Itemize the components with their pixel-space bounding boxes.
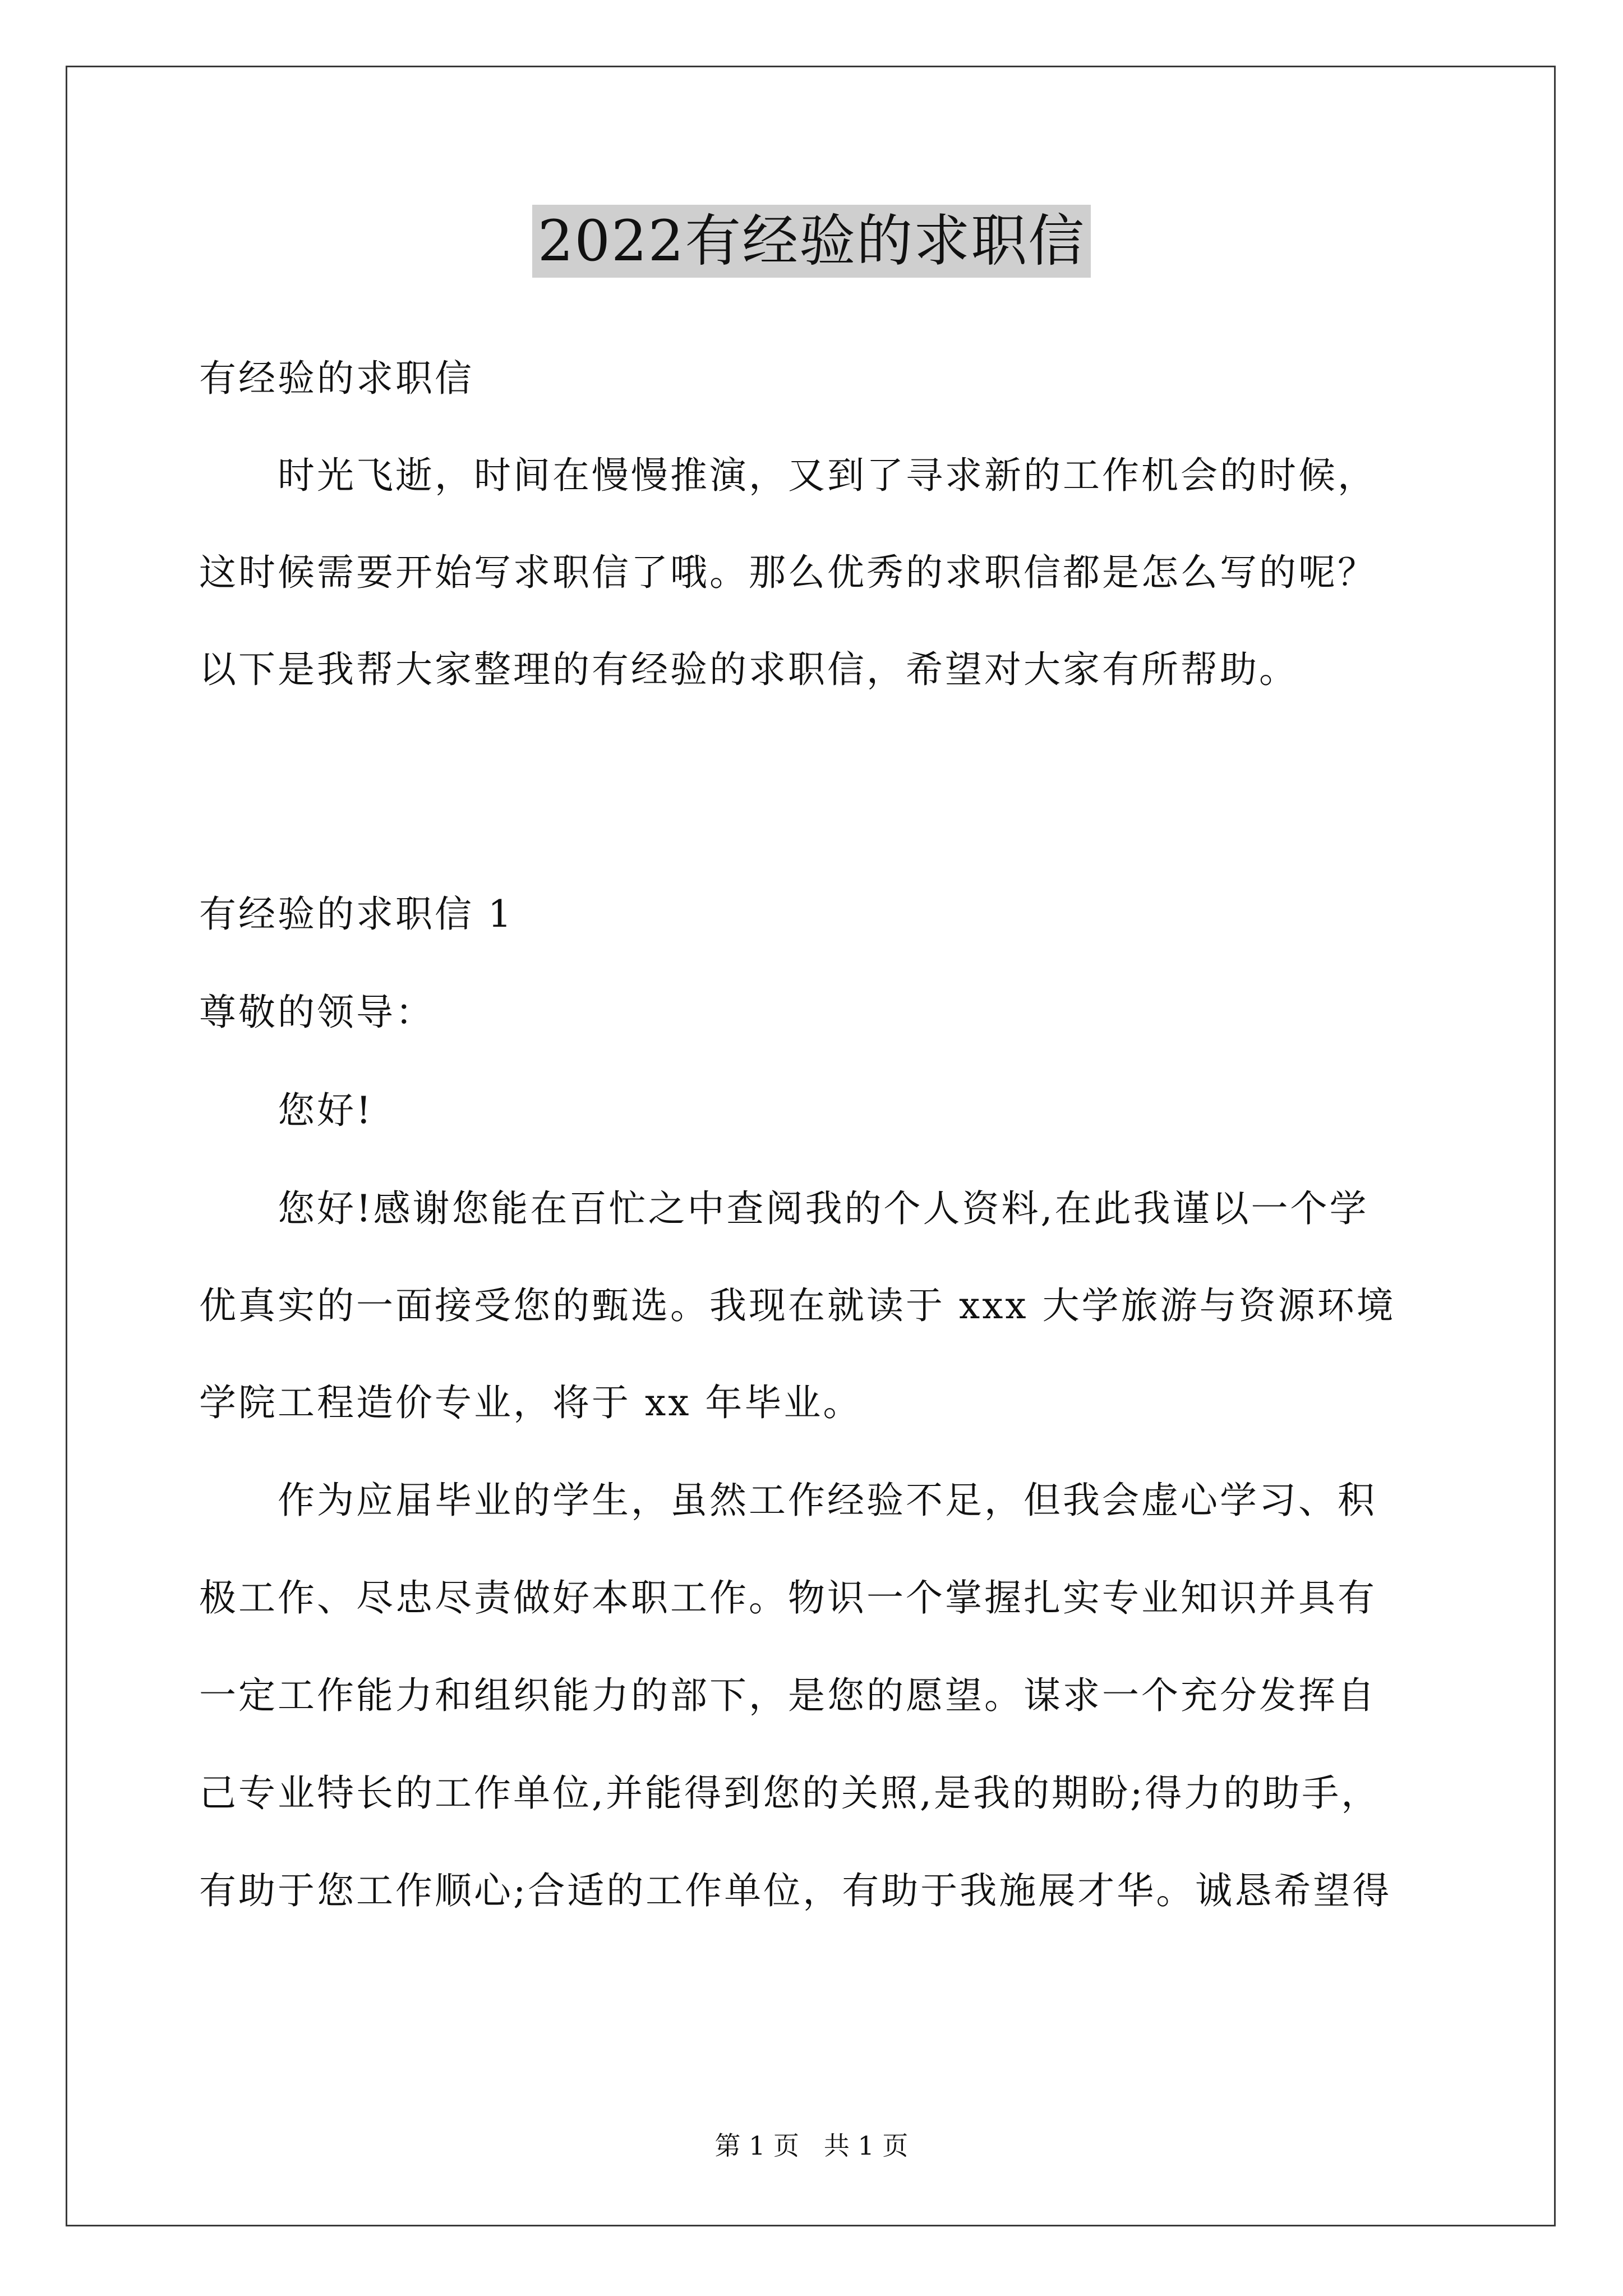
paragraph-line: 优真实的一面接受您的甄选。我现在就读于 xxx 大学旅游与资源环境 [199, 1284, 1396, 1327]
greeting: 您好! [278, 1089, 374, 1132]
salutation: 尊敬的领导： [199, 991, 435, 1034]
paragraph-line: 学院工程造价专业，将于 xx 年毕业。 [199, 1381, 863, 1424]
paragraph-line: 作为应届毕业的学生，虽然工作经验不足，但我会虚心学习、积 [278, 1479, 1377, 1522]
paragraph-line: 有助于您工作顺心;合适的工作单位，有助于我施展才华。诚恳希望得 [199, 1869, 1392, 1912]
paragraph-line: 极工作、尽忠尽责做好本职工作。物识一个掌握扎实专业知识并具有 [199, 1576, 1377, 1619]
document-title: 2022有经验的求职信 [532, 205, 1091, 278]
paragraph-line: 这时候需要开始写求职信了哦。那么优秀的求职信都是怎么写的呢？ [199, 551, 1377, 594]
subtitle-line: 有经验的求职信 [199, 357, 474, 400]
section-heading: 有经验的求职信 1 [199, 892, 514, 936]
paragraph-line: 以下是我帮大家整理的有经验的求职信，希望对大家有所帮助。 [199, 648, 1298, 691]
paragraph-line: 己专业特长的工作单位,并能得到您的关照,是我的期盼;得力的助手， [199, 1772, 1381, 1815]
title-container [0, 205, 1623, 278]
paragraph-line: 时光飞逝，时间在慢慢推演，又到了寻求新的工作机会的时候， [278, 454, 1377, 497]
page-footer: 第 1 页 共 1 页 [714, 2131, 909, 2161]
paragraph-line: 一定工作能力和组织能力的部下，是您的愿望。谋求一个充分发挥自 [199, 1674, 1377, 1717]
paragraph-line: 您好!感谢您能在百忙之中查阅我的个人资料,在此我谨以一个学 [278, 1187, 1369, 1230]
